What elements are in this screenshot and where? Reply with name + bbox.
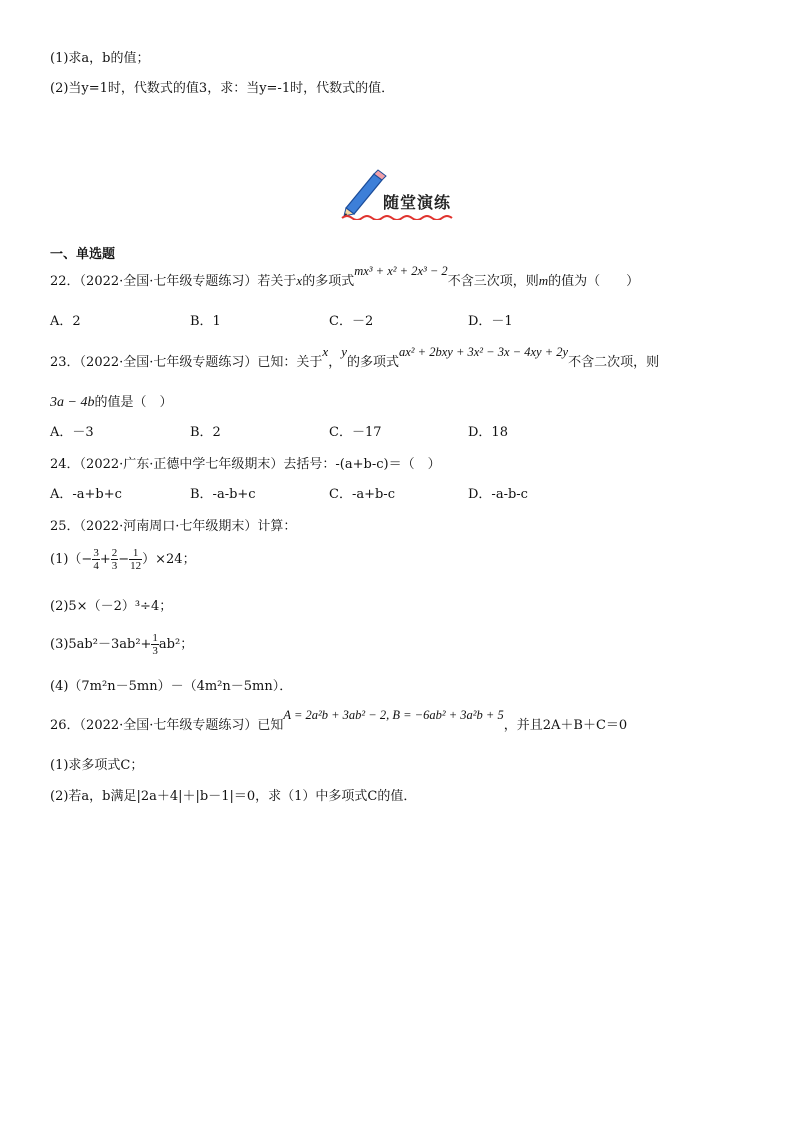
q22-mid: 的多项式 bbox=[302, 274, 355, 289]
q24-option-a: A．-a+b+c bbox=[50, 487, 122, 502]
q23-line2-formula: 3a − 4b bbox=[50, 395, 95, 410]
q24-option-c: C．-a+b-c bbox=[329, 487, 395, 502]
q23-var-x: x bbox=[322, 344, 329, 359]
q22-suffix2: 的值为（ ） bbox=[548, 274, 640, 289]
q25-p1-label: (1)（ bbox=[50, 552, 82, 567]
question-23-line2 bbox=[50, 394, 172, 412]
q23-suffix: 不含二次项，则 bbox=[568, 355, 660, 370]
q25-part-1: (1)（− $\frac{3}{4}$ + $\frac{2}{3}$ − $\frac{1}{12}$ ）×24； bbox=[50, 547, 196, 572]
q23-var-y: y bbox=[341, 344, 347, 359]
q23-option-d: D．18 bbox=[468, 425, 508, 440]
q23-option-b: B．2 bbox=[190, 425, 221, 440]
section-title: 一、单选题 bbox=[50, 247, 116, 262]
question-22 bbox=[50, 264, 640, 291]
q23-formula: ax² + 2bxy + 3x² − 3x − 4xy + 2y bbox=[399, 345, 569, 359]
q24-option-d: D．-a-b-c bbox=[468, 487, 528, 502]
q23-prefix: 23．（2022·全国·七年级专题练习）已知：关于 bbox=[50, 355, 323, 370]
q23-option-c: C．－17 bbox=[329, 425, 382, 440]
q23-comma: ， bbox=[328, 355, 342, 370]
q23-mid: 的多项式 bbox=[346, 355, 399, 370]
q25-p3-frac: $\frac{1}{3}$ bbox=[152, 632, 158, 657]
q22-option-a: A．2 bbox=[50, 314, 81, 329]
q25-part-2: (2)5×（－2）³÷4； bbox=[50, 599, 173, 614]
q22-option-d: D．－1 bbox=[468, 314, 513, 329]
q22-prefix: 22．（2022·全国·七年级专题练习）若关于 bbox=[50, 274, 297, 289]
q26-part-2: (2)若a，b满足|2a＋4|＋|b－1|＝0，求（1）中多项式C的值． bbox=[50, 789, 417, 804]
q26-suffix: ，并且2A＋B＋C＝0 bbox=[503, 718, 628, 733]
q25-part-3 bbox=[50, 630, 193, 660]
q26-formula: A = 2a²b + 3ab² − 2, B = −6ab² + 3a²b + 5 bbox=[283, 708, 504, 722]
q24-option-b: B．-a-b+c bbox=[190, 487, 256, 502]
q26-part-1: (1)求多项式C； bbox=[50, 758, 144, 773]
q22-suffix: 不含三次项，则 bbox=[447, 274, 539, 289]
q22-var-m: m bbox=[538, 273, 549, 288]
q22-var-x: x bbox=[296, 273, 303, 288]
top-question-2: (2)当y=1时，代数式的值3，求：当y=-1时，代数式的值． bbox=[50, 81, 395, 96]
q23-line2-suffix: 的值是（ ） bbox=[94, 395, 173, 410]
q25-p1-frac-3: $\frac{1}{12}$ bbox=[130, 547, 142, 572]
top-question-1: (1)求a，b的值； bbox=[50, 51, 150, 66]
q25-p3-a: (3)5ab²－3ab²+ bbox=[50, 637, 152, 652]
q22-option-c: C．－2 bbox=[329, 314, 374, 329]
q26-prefix: 26．（2022·全国·七年级专题练习）已知 bbox=[50, 718, 284, 733]
section-banner bbox=[338, 168, 468, 220]
q25-p1-frac-1: $\frac{3}{4}$ bbox=[93, 547, 99, 572]
question-23 bbox=[50, 344, 660, 372]
q25-p3-b: ab²； bbox=[158, 637, 194, 652]
q25-part-4: (4)（7m²n－5mn）－（4m²n－5mn）． bbox=[50, 679, 293, 694]
q23-option-a: A．－3 bbox=[50, 425, 94, 440]
q25-p1-tail: ）×24； bbox=[142, 552, 196, 567]
q22-formula: mx³ + x² + 2x³ − 2 bbox=[354, 264, 448, 278]
banner-title: 随堂演练 bbox=[383, 193, 452, 212]
q25-p1-frac-2: $\frac{2}{3}$ bbox=[111, 547, 118, 572]
question-26 bbox=[50, 708, 628, 735]
question-24: 24．（2022·广东·正德中学七年级期末）去括号：-(a+b-c)＝（ ） bbox=[50, 457, 441, 472]
question-25: 25．（2022·河南周口·七年级期末）计算： bbox=[50, 519, 297, 534]
q22-option-b: B．1 bbox=[190, 314, 221, 329]
